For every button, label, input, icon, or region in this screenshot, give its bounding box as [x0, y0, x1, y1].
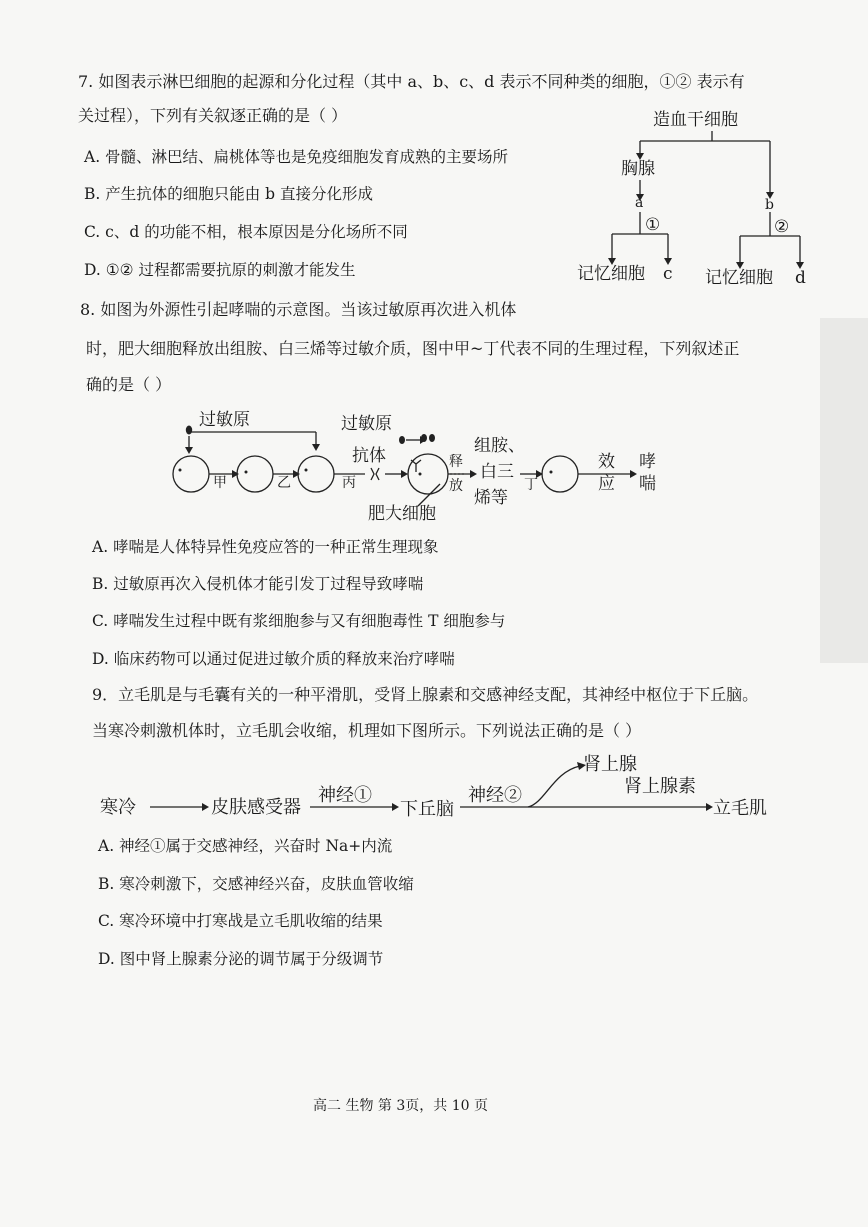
q9-arrector-pili: 立毛肌 — [713, 798, 767, 819]
q7-cell-d: d — [795, 268, 806, 288]
q9-epinephrine: 肾上腺素 — [624, 776, 696, 797]
q7-process-2: ② — [774, 217, 790, 237]
q8-asthma-2: 喘 — [639, 474, 656, 494]
q8-option-b: B. 过敏原再次入侵机体才能引发丁过程导致哮喘 — [92, 575, 424, 593]
q7-process-1: ① — [645, 215, 661, 235]
q8-release-2: 放 — [449, 478, 463, 494]
q8-process-ding: 丁 — [524, 477, 538, 493]
q8-effect-1: 效 — [598, 452, 615, 472]
q9-option-a: A. 神经①属于交感神经，兴奋时 Na+内流 — [98, 837, 393, 855]
q7-stem-line2: 关过程），下列有关叙逐正确的是（ ） — [78, 106, 348, 125]
q8-mediator-3: 烯等 — [474, 488, 508, 508]
q7-thymus: 胸腺 — [621, 159, 655, 179]
q8-option-c: C. 哮喘发生过程中既有浆细胞参与又有细胞毒性 T 细胞参与 — [92, 612, 506, 630]
q8-stem-line1: 8. 如图为外源性引起哮喘的示意图。当该过敏原再次进入机体 — [80, 300, 517, 319]
q7-root-hsc: 造血干细胞 — [653, 110, 738, 130]
q7-option-c: C. c、d 的功能不相，根本原因是分化场所不同 — [84, 223, 408, 241]
q7-cell-b: b — [765, 197, 774, 213]
q8-stem-line2: 时，肥大细胞释放出组胺、白三烯等过敏介质，图中甲~丁代表不同的生理过程，下列叙述正 — [86, 339, 740, 358]
q9-option-b: B. 寒冷刺激下，交感神经兴奋，皮肤血管收缩 — [98, 875, 414, 893]
q8-mediator-1: 组胺、 — [474, 436, 525, 456]
q7-option-d: D. ①② 过程都需要抗原的刺激才能发生 — [84, 261, 356, 279]
q7-stem-line1: 7. 如图表示淋巴细胞的起源和分化过程（其中 a、b、c、d 表示不同种类的细胞，①② 表示有 — [78, 72, 745, 91]
q8-option-d: D. 临床药物可以通过促进过敏介质的释放来治疗哮喘 — [92, 650, 455, 668]
q7-memory-cell-right: 记忆细胞 — [705, 268, 773, 288]
q8-allergen-label-2: 过敏原 — [341, 414, 392, 434]
q9-hypothalamus: 下丘脑 — [400, 799, 454, 820]
q8-stem-line3: 确的是（ ） — [86, 375, 172, 394]
q8-antibody: 抗体 — [352, 446, 386, 466]
q8-option-a: A. 哮喘是人体特异性免疫应答的一种正常生理现象 — [92, 538, 439, 556]
q9-option-c: C. 寒冷环境中打寒战是立毛肌收缩的结果 — [98, 912, 383, 930]
q8-process-jia: 甲 — [213, 475, 227, 491]
q7-cell-c: c — [663, 264, 673, 284]
q8-mast-cell: 肥大细胞 — [368, 504, 436, 524]
q9-nerve-1: 神经① — [318, 785, 372, 806]
q9-stem-line2: 当寒冷刺激机体时，立毛肌会收缩，机理如下图所示。下列说法正确的是（ ） — [92, 721, 642, 740]
q9-cold: 寒冷 — [100, 797, 136, 818]
q8-mediator-2: 白三 — [480, 462, 514, 482]
q8-process-yi: 乙 — [277, 475, 291, 491]
q7-option-a: A. 骨髓、淋巴结、扁桃体等也是免疫细胞发育成熟的主要场所 — [84, 148, 509, 166]
q9-skin-receptor: 皮肤感受器 — [211, 797, 301, 818]
q9-option-d: D. 图中肾上腺素分泌的调节属于分级调节 — [98, 950, 384, 968]
q9-nerve-2: 神经② — [468, 785, 522, 806]
q8-asthma-1: 哮 — [639, 452, 656, 472]
q9-adrenal-gland: 肾上腺 — [583, 754, 637, 775]
q8-release-1: 释 — [449, 454, 463, 470]
q7-option-b: B. 产生抗体的细胞只能由 b 直接分化形成 — [84, 185, 374, 203]
q7-cell-a: a — [635, 195, 644, 211]
q7-memory-cell-left: 记忆细胞 — [577, 264, 645, 284]
q8-allergen-label-1: 过敏原 — [199, 410, 250, 430]
page-footer: 高二 生物 第 3页，共 10 页 — [313, 1098, 488, 1114]
q9-stem-line1: 9．立毛肌是与毛囊有关的一种平滑肌，受肾上腺素和交感神经支配，其神经中枢位于下丘脑。 — [92, 685, 759, 704]
q8-effect-2: 应 — [598, 474, 615, 494]
q8-process-bing: 丙 — [342, 475, 356, 491]
